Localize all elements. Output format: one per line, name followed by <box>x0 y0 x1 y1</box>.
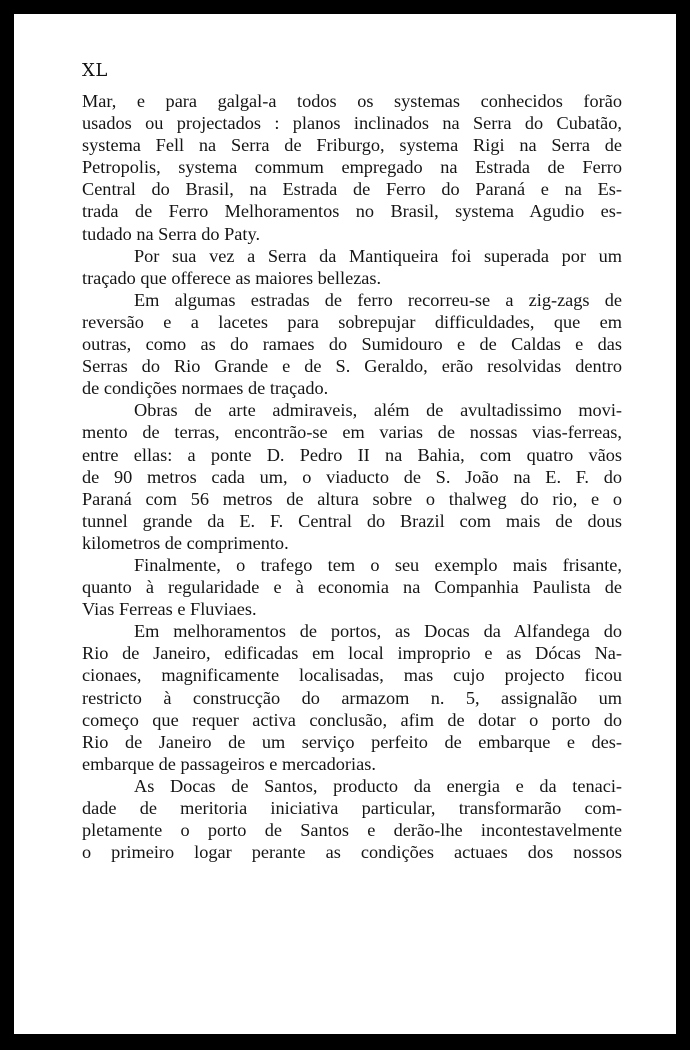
text-line: tunnel grande da E. F. Central do Brazil com mais de dous <box>82 510 622 531</box>
text-line: usados ou projectados : planos inclinados na Serra do Cubatão, <box>82 113 622 134</box>
text-line: dade de meritoria iniciativa particular, transformarão com- <box>82 798 622 818</box>
text-line: As Docas de Santos, producto da energia e da tenaci- <box>134 775 622 796</box>
text-line: embarque de passageiros e mercadorias. <box>82 753 376 774</box>
page-number: XL <box>82 60 108 81</box>
text-line: Rio de Janeiro, edificadas em local improprio e as Dócas Na- <box>82 643 622 664</box>
text-line: Em algumas estradas de ferro recorreu-se a zig-zags de <box>134 289 622 310</box>
text-line: systema Fell na Serra de Friburgo, systema Rigi na Serra de <box>82 135 622 156</box>
text-line: Obras de arte admiraveis, além de avultadissimo movi- <box>134 400 622 421</box>
text-line: traçado que offerece as maiores bellezas. <box>82 267 382 288</box>
text-line: cionaes, magnificamente localisadas, mas cujo projecto ficou <box>82 665 622 686</box>
text-line: trada de Ferro Melhoramentos no Brasil, systema Agudio es- <box>82 201 622 222</box>
text-line: o primeiro logar perante as condições actuaes dos nossos <box>82 842 622 863</box>
text-line: Central do Brasil, na Estrada de Ferro do Paraná e na Es- <box>82 179 622 200</box>
text-line: pletamente o porto de Santos e derão-lhe incontestavelmente <box>82 820 622 841</box>
text-line: começo que requer activa conclusão, afim de dotar o porto do <box>82 709 622 730</box>
text-line: tudado na Serra do Paty. <box>82 223 261 244</box>
text-line: Em melhoramentos de portos, as Docas da Alfandega do <box>134 621 622 642</box>
text-line: Finalmente, o trafego tem o seu exemplo mais frisante, <box>134 554 622 575</box>
text-line: de condições normaes de traçado. <box>82 378 329 399</box>
text-line: Vias Ferreas e Fluviaes. <box>82 599 257 620</box>
text-line: reversão e a lacetes para sobrepujar difficuldades, que em <box>82 311 622 332</box>
text-line: Mar, e para galgal-a todos os systemas conhecidos forão <box>82 91 622 111</box>
text-line: outras, como as do ramaes do Sumidouro e de Caldas e das <box>82 334 622 355</box>
text-line: Paraná com 56 metros de altura sobre o thalweg do rio, e o <box>82 488 622 509</box>
text-line: Petropolis, systema commum empregado na Estrada de Ferro <box>82 157 622 178</box>
text-line: kilometros de comprimento. <box>82 532 289 553</box>
text-line: de 90 metros cada um, o viaducto de S. João na E. F. do <box>82 466 622 487</box>
text-line: entre ellas: a ponte D. Pedro II na Bahia, com quatro vãos <box>82 444 622 465</box>
text-line: mento de terras, encontrão-se em varias de nossas vias-ferreas, <box>82 422 622 443</box>
text-line: Rio de Janeiro de um serviço perfeito de embarque e des- <box>82 731 622 752</box>
text-line: quanto à regularidade e à economia na Companhia Paulista de <box>82 577 622 598</box>
text-line: restricto à construcção do armazom n. 5, assignalão um <box>82 687 622 708</box>
text-line: Serras do Rio Grande e de S. Geraldo, erão resolvidas dentro <box>82 356 622 377</box>
book-page <box>14 14 676 1034</box>
body-text <box>82 90 622 863</box>
text-line: Por sua vez a Serra da Mantiqueira foi superada por um <box>134 245 622 266</box>
